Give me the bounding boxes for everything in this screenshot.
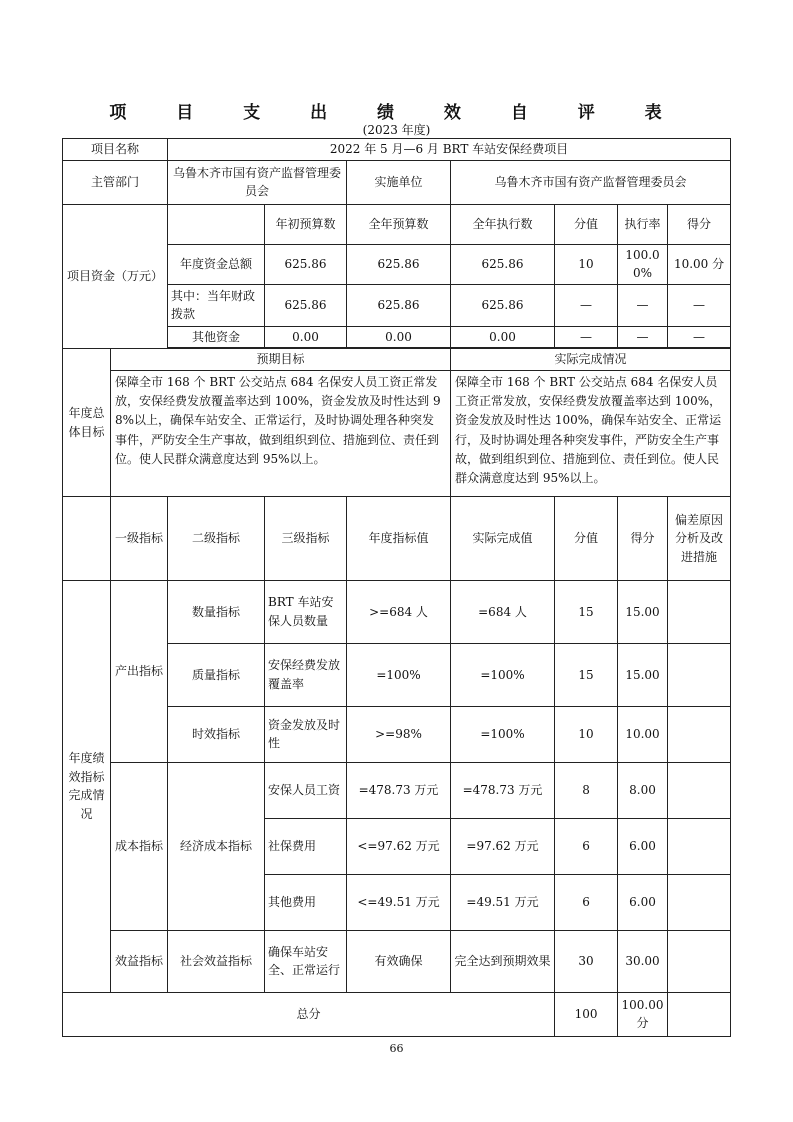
score-value: 8.00 — [618, 762, 668, 818]
actual-value: =684 人 — [451, 580, 555, 643]
deviation-note — [668, 706, 731, 762]
weight-value: 15 — [555, 580, 618, 643]
deviation-note — [668, 580, 731, 643]
target-value: >=98% — [347, 706, 451, 762]
funds-header: 执行率 — [618, 204, 668, 244]
funds-cell: 625.86 — [451, 284, 555, 326]
actual-goal-label: 实际完成情况 — [451, 349, 731, 371]
actual-value: 完全达到预期效果 — [451, 930, 555, 992]
target-value: <=49.51 万元 — [347, 874, 451, 930]
funds-header: 分值 — [555, 204, 618, 244]
funds-cell: 625.86 — [265, 244, 347, 284]
weight-value: 6 — [555, 874, 618, 930]
funds-header: 得分 — [668, 204, 731, 244]
funds-cell: 10 — [555, 244, 618, 284]
level2-indicator: 数量指标 — [168, 580, 265, 643]
level2-indicator: 时效指标 — [168, 706, 265, 762]
funds-cell: — — [618, 284, 668, 326]
weight-value: 30 — [555, 930, 618, 992]
score-value: 15.00 — [618, 580, 668, 643]
level3-indicator: 安保经费发放覆盖率 — [265, 643, 347, 706]
funds-cell: 0.00 — [347, 326, 451, 348]
indicators-header: 二级指标 — [168, 496, 265, 580]
page-number: 66 — [389, 1042, 404, 1055]
funds-cell: — — [668, 284, 731, 326]
actual-goal-text: 保障全市 168 个 BRT 公交站点 684 名保安人员工资正常发放，安保经费发放覆盖率达到 100%，资金发放及时性达 100%，确保车站安全、正常运行，及时协调处理各种突发事件，严防安全生产事故，做到组织到位、措施到位、责任到位。使人民群众满意度达到 95%以上。 — [451, 370, 731, 496]
funds-row-label: 其中：当年财政拨款 — [168, 284, 265, 326]
page-subtitle: (2023 年度) — [362, 123, 431, 137]
funds-header: 全年执行数 — [451, 204, 555, 244]
level1-indicator: 成本指标 — [111, 762, 168, 930]
level3-indicator: 社保费用 — [265, 818, 347, 874]
page-title: 项 目 支 出 绩 效 自 评 表 — [109, 103, 684, 123]
level3-indicator: 安保人员工资 — [265, 762, 347, 818]
level1-indicator: 产出指标 — [111, 580, 168, 762]
dept-value: 乌鲁木齐市国有资产监督管理委员会 — [168, 160, 347, 204]
score-value: 15.00 — [618, 643, 668, 706]
indicators-header: 年度指标值 — [347, 496, 451, 580]
level3-indicator: BRT 车站安保人员数量 — [265, 580, 347, 643]
weight-value: 8 — [555, 762, 618, 818]
score-value: 30.00 — [618, 930, 668, 992]
actual-value: =97.62 万元 — [451, 818, 555, 874]
weight-value: 15 — [555, 643, 618, 706]
funds-cell: 625.86 — [347, 244, 451, 284]
dept-label: 主管部门 — [63, 160, 168, 204]
impl-label: 实施单位 — [347, 160, 451, 204]
indicators-header: 实际完成值 — [451, 496, 555, 580]
target-value: =478.73 万元 — [347, 762, 451, 818]
funds-row-label: 年度资金总额 — [168, 244, 265, 284]
funds-cell: 625.86 — [265, 284, 347, 326]
funds-cell: — — [668, 326, 731, 348]
funds-cell: — — [555, 284, 618, 326]
funds-cell: 0.00 — [451, 326, 555, 348]
level2-indicator: 质量指标 — [168, 643, 265, 706]
deviation-note — [668, 874, 731, 930]
target-value: =100% — [347, 643, 451, 706]
indicators-header: 得分 — [618, 496, 668, 580]
project-name-label: 项目名称 — [63, 139, 168, 161]
total-weight: 100 — [555, 992, 618, 1036]
performance-table — [62, 138, 731, 1037]
target-value: 有效确保 — [347, 930, 451, 992]
level3-indicator: 其他费用 — [265, 874, 347, 930]
indicators-header: 一级指标 — [111, 496, 168, 580]
impl-value: 乌鲁木齐市国有资产监督管理委员会 — [451, 160, 731, 204]
funds-section-label: 项目资金（万元） — [63, 204, 168, 349]
weight-value: 10 — [555, 706, 618, 762]
funds-cell: 100.00% — [618, 244, 668, 284]
level2-indicator: 经济成本指标 — [168, 762, 265, 930]
total-score: 100.00 分 — [618, 992, 668, 1036]
funds-cell: 625.86 — [347, 284, 451, 326]
deviation-note — [668, 930, 731, 992]
expected-goal-label: 预期目标 — [111, 349, 451, 371]
level3-indicator: 确保车站安全、正常运行 — [265, 930, 347, 992]
project-name: 2022 年 5 月—6 月 BRT 车站安保经费项目 — [168, 139, 731, 161]
funds-cell: — — [618, 326, 668, 348]
funds-cell: 0.00 — [265, 326, 347, 348]
indicators-header: 分值 — [555, 496, 618, 580]
funds-header: 年初预算数 — [265, 204, 347, 244]
actual-value: =100% — [451, 706, 555, 762]
actual-value: =49.51 万元 — [451, 874, 555, 930]
level1-indicator: 效益指标 — [111, 930, 168, 992]
level3-indicator: 资金发放及时性 — [265, 706, 347, 762]
funds-cell: 625.86 — [451, 244, 555, 284]
funds-row-label: 其他资金 — [168, 326, 265, 348]
funds-cell: — — [555, 326, 618, 348]
level2-indicator: 社会效益指标 — [168, 930, 265, 992]
actual-value: =478.73 万元 — [451, 762, 555, 818]
indicators-header: 偏差原因分析及改进措施 — [668, 496, 731, 580]
deviation-note — [668, 818, 731, 874]
indicators-section-label: 年度绩效指标完成情况 — [63, 580, 111, 992]
funds-header: 全年预算数 — [347, 204, 451, 244]
goals-section-label: 年度总体目标 — [63, 349, 111, 497]
funds-cell: 10.00 分 — [668, 244, 731, 284]
total-label: 总分 — [63, 992, 555, 1036]
target-value: >=684 人 — [347, 580, 451, 643]
funds-header-blank — [168, 204, 265, 244]
total-note — [668, 992, 731, 1036]
indicators-header: 三级指标 — [265, 496, 347, 580]
expected-goal-text: 保障全市 168 个 BRT 公交站点 684 名保安人员工资正常发放，安保经费发放覆盖率达到 100%，资金发放及时性达到 98%以上，确保车站安全、正常运行，及时协调处理各种突发事件，严防安全生产事故，做到组织到位、措施到位、责任到位。使人民群众满意度达到 95%以上。 — [111, 370, 451, 496]
actual-value: =100% — [451, 643, 555, 706]
indicators-header-blank — [63, 496, 111, 580]
deviation-note — [668, 762, 731, 818]
weight-value: 6 — [555, 818, 618, 874]
target-value: <=97.62 万元 — [347, 818, 451, 874]
deviation-note — [668, 643, 731, 706]
score-value: 10.00 — [618, 706, 668, 762]
score-value: 6.00 — [618, 874, 668, 930]
score-value: 6.00 — [618, 818, 668, 874]
